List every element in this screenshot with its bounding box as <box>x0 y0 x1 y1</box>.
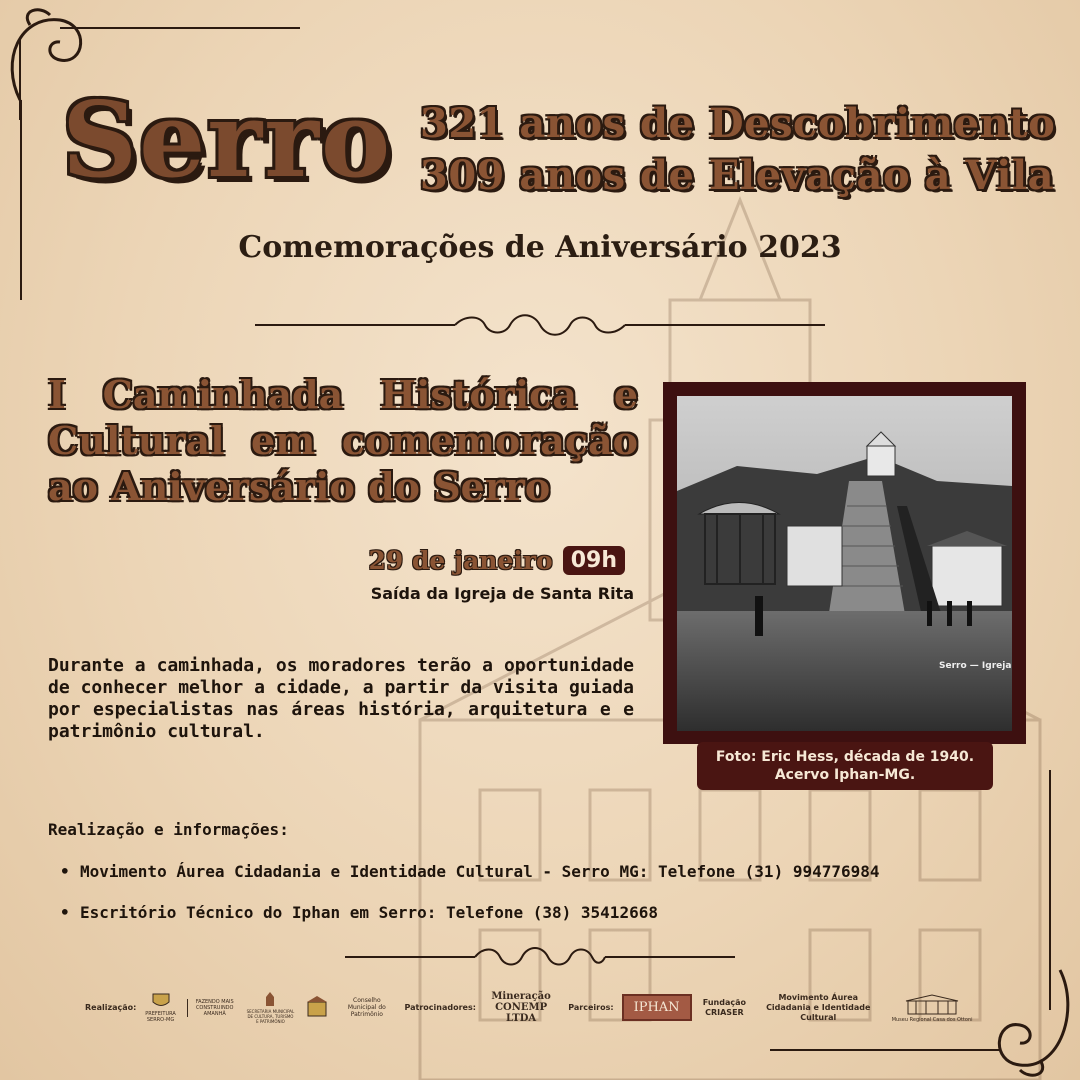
event-title: I Caminhada Histórica e Cultural em comemoração ao Aniversário do Serro <box>48 372 638 509</box>
ornamental-divider-top-icon <box>255 310 825 340</box>
patrocinadores-label: Patrocinadores: <box>404 1003 476 1012</box>
event-description: Durante a caminhada, os moradores terão a oportunidade de conhecer melhor a cidade, a partir da visita guiada por especialistas nas áreas história, arquitetura e e patrimônio cultural. <box>48 655 634 742</box>
church-icon <box>262 991 278 1007</box>
secretaria-cultura-logo: SECRETARIA MUNICIPAL DE CULTURA, TURISMO E PATRIMÔNIO <box>246 991 296 1024</box>
parceiros-label: Parceiros: <box>568 1003 614 1012</box>
main-title: Serro <box>62 78 393 201</box>
photo-inscription: Serro — Igreja <box>939 661 1012 671</box>
sponsor-logos-row <box>85 985 985 1030</box>
conselho-emblem-logo <box>305 994 329 1022</box>
ornamental-divider-bottom-icon <box>255 942 825 972</box>
photo-caption <box>697 742 993 790</box>
movimento-aurea-logo: Movimento Áurea Cidadania e Identidade Cultural <box>766 992 871 1022</box>
photo-caption-line2: Acervo Iphan-MG. <box>774 767 916 783</box>
coat-of-arms-icon <box>152 993 170 1009</box>
fazendo-mais-logo: FAZENDO MAIS CONSTRUINDO AMANHÃ <box>187 999 236 1017</box>
museu-regional-logo: Museu Regional Casa dos Ottoni <box>889 993 975 1023</box>
realizacao-label: Realização: <box>85 1003 137 1012</box>
info-heading: Realização e informações: <box>48 820 289 839</box>
conselho-patrimonio-logo: Conselho Municipal do Patrimônio <box>347 997 386 1018</box>
mineracao-conemp-logo: Mineração CONEMP LTDA <box>491 991 551 1024</box>
prefeitura-logo: PREFEITURA SERRO-MG <box>144 993 176 1023</box>
event-place: Saída da Igreja de Santa Rita <box>370 584 634 603</box>
event-date-row <box>368 546 625 575</box>
event-time-badge: 09h <box>563 546 625 575</box>
event-date: 29 de janeiro <box>368 546 553 575</box>
historic-photo-image <box>677 396 1012 731</box>
anniversary-village-line: 309 anos de Elevação à Vila <box>420 152 1055 199</box>
anniversary-discovery-line: 321 anos de Descobrimento <box>420 100 1056 147</box>
museum-building-icon <box>902 993 962 1015</box>
corner-line-top-left-icon <box>18 100 24 300</box>
iphan-logo: IPHAN <box>622 994 692 1021</box>
info-item-iphan: • Escritório Técnico do Iphan em Serro: Telefone (38) 35412668 <box>60 903 880 922</box>
info-item-movimento: • Movimento Áurea Cidadania e Identidade Cultural - Serro MG: Telefone (31) 994776984 <box>60 862 880 881</box>
info-list <box>60 862 880 944</box>
historic-photo-frame <box>663 382 1026 744</box>
subtitle: Comemorações de Aniversário 2023 <box>238 230 842 265</box>
building-icon <box>305 994 329 1018</box>
photo-caption-line1: Foto: Eric Hess, década de 1940. <box>715 749 975 765</box>
criaser-logo: Fundação CRIASER <box>702 997 747 1017</box>
